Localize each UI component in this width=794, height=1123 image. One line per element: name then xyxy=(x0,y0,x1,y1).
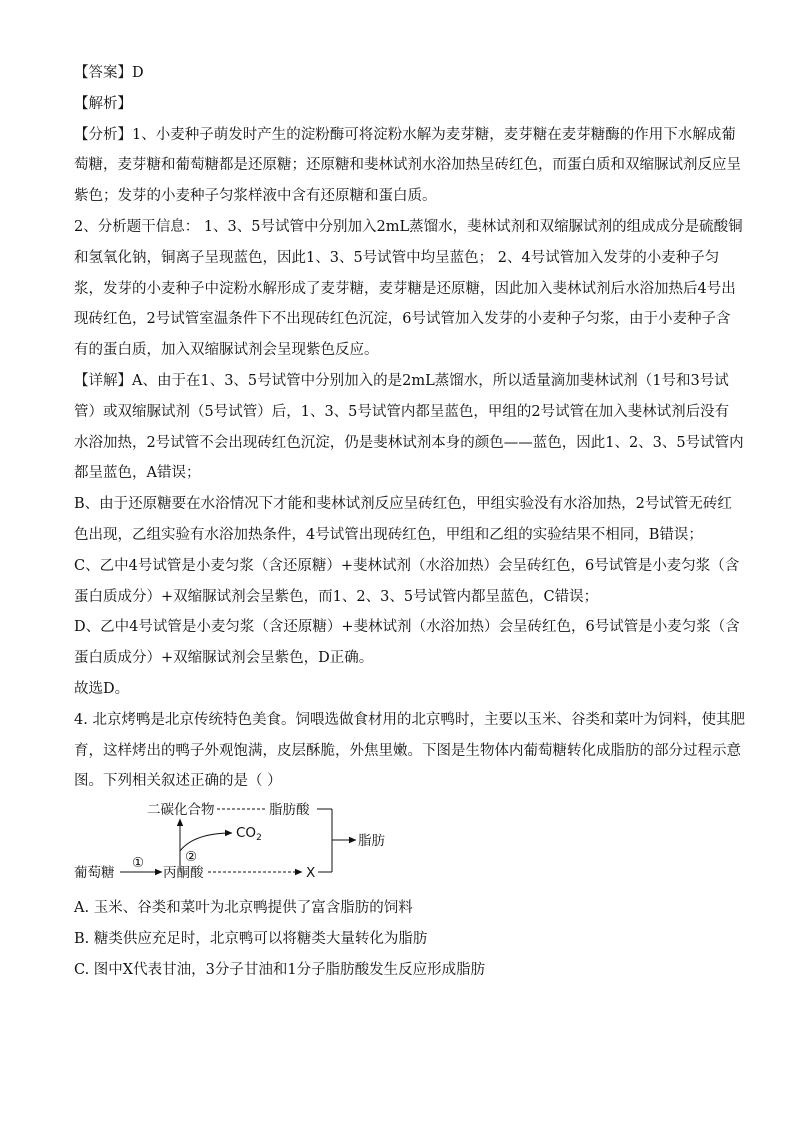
analysis-text-1: 1、小麦种子萌发时产生的淀粉酶可将淀粉水解为麦芽糖，麦芽糖在麦芽糖酶的作用下水解成葡 xyxy=(132,126,736,143)
option-b: B. 糖类供应充足时，北京鸭可以将糖类大量转化为脂肪 xyxy=(74,930,428,947)
detail-line-8: 蛋白质成分）+双缩脲试剂会呈紫色，而1、2、3、5号试管内都呈蓝色，C错误； xyxy=(74,588,599,605)
label-c2-compound: 二碳化合物 xyxy=(147,802,215,819)
label-fat: 脂肪 xyxy=(358,833,385,850)
analysis-line-1 xyxy=(74,120,736,151)
answer-line xyxy=(74,58,722,89)
option-c: C. 图中X代表甘油，3分子甘油和1分子脂肪酸发生反应形成脂肪 xyxy=(74,961,486,978)
exam-page xyxy=(74,58,745,986)
question-line-3: 图。下列相关叙述正确的是（ ） xyxy=(74,773,282,790)
detail-line-6: 色出现，乙组实验有水浴加热条件，4号试管出现砖红色，甲组和乙组的实验结果不相同，B错误； xyxy=(74,526,703,543)
answer-tag: 【答案】 xyxy=(74,65,132,81)
label-glucose: 葡萄糖 xyxy=(74,865,115,882)
label-pyruvate: 丙酮酸 xyxy=(163,865,204,882)
question-line-1: 4. 北京烤鸭是北京传统特色美食。饲喂选做食材用的北京鸭时，主要以玉米、谷类和菜叶为饲料，使其肥 xyxy=(74,711,745,728)
glucose-to-fat-diagram xyxy=(74,799,722,891)
label-x: X xyxy=(306,865,316,882)
label-fatty-acid: 脂肪酸 xyxy=(269,802,310,819)
label-step-2: ② xyxy=(185,849,198,866)
detail-line-7: C、乙中4号试管是小麦匀浆（含还原糖）+斐林试剂（水浴加热）会呈砖红色，6号试管是小麦匀浆（含 xyxy=(74,557,740,574)
analysis-line-3: 紫色；发芽的小麦种子匀浆样液中含有还原糖和蛋白质。 xyxy=(74,188,437,205)
detail-line-4: 都呈蓝色，A错误； xyxy=(74,465,201,482)
detail-line-2: 管）或双缩脲试剂（5号试管）后，1、3、5号试管内都呈蓝色，甲组的2号试管在加入斐林试剂后没有 xyxy=(74,403,730,420)
detail-line-10: 蛋白质成分）+双缩脲试剂会呈紫色，D正确。 xyxy=(74,650,374,667)
detail-tag: 【详解】 xyxy=(74,372,132,389)
pathway-svg xyxy=(74,799,722,891)
detail-line-5: B、由于还原糖要在水浴情况下才能和斐林试剂反应呈砖红色，甲组实验没有水浴加热，2号试管无砖红 xyxy=(74,496,732,513)
analysis-line-4: 2、分析题干信息： 1、3、5号试管中分别加入2mL蒸馏水，斐林试剂和双缩脲试剂的组成成分是硫酸铜 xyxy=(74,218,743,235)
analysis-line-8: 有的蛋白质，加入双缩脲试剂会呈现紫色反应。 xyxy=(74,342,379,359)
analysis-line-7: 现砖红色，2号试管室温条件下不出现砖红色沉淀，6号试管加入发芽的小麦种子匀浆，由于小麦种子含 xyxy=(74,311,731,328)
analysis-title: 【解析】 xyxy=(74,95,132,112)
analysis-line-5: 和氢氧化钠，铜离子呈现蓝色，因此1、3、5号试管中均呈蓝色； 2、4号试管加入发芽的小麦种子匀 xyxy=(74,249,720,266)
detail-line-3: 水浴加热，2号试管不会出现砖红色沉淀，仍是斐林试剂本身的颜色——蓝色，因此1、2、3、5号试管内 xyxy=(74,434,744,451)
option-a: A. 玉米、谷类和菜叶为北京鸭提供了富含脂肪的饲料 xyxy=(74,900,413,917)
detail-line-11: 故选D。 xyxy=(74,680,130,697)
label-co2: $CO_2$ xyxy=(236,825,262,844)
detail-line-1 xyxy=(74,366,729,397)
label-step-1: ① xyxy=(132,855,145,872)
analysis-line-2: 萄糖，麦芽糖和葡萄糖都是还原糖；还原糖和斐林试剂水浴加热呈砖红色，而蛋白质和双缩脲试剂反应呈 xyxy=(74,157,741,174)
question-line-2: 育，这样烤出的鸭子外观饱满，皮层酥脆，外焦里嫩。下图是生物体内葡萄糖转化成脂肪的部分过程示意 xyxy=(74,742,741,759)
detail-text-1: A、由于在1、3、5号试管中分别加入的是2mL蒸馏水，所以适量滴加斐林试剂（1号和3号试 xyxy=(132,372,729,389)
detail-line-9: D、乙中4号试管是小麦匀浆（含还原糖）+斐林试剂（水浴加热）会呈砖红色，6号试管是小麦匀浆（含 xyxy=(74,619,740,636)
answer-value: D xyxy=(132,65,144,81)
analysis-line-6: 浆，发芽的小麦种子中淀粉水解形成了麦芽糖，麦芽糖是还原糖，因此加入斐林试剂后水浴加热后4号出 xyxy=(74,280,736,297)
fenxi-tag: 【分析】 xyxy=(74,126,132,143)
